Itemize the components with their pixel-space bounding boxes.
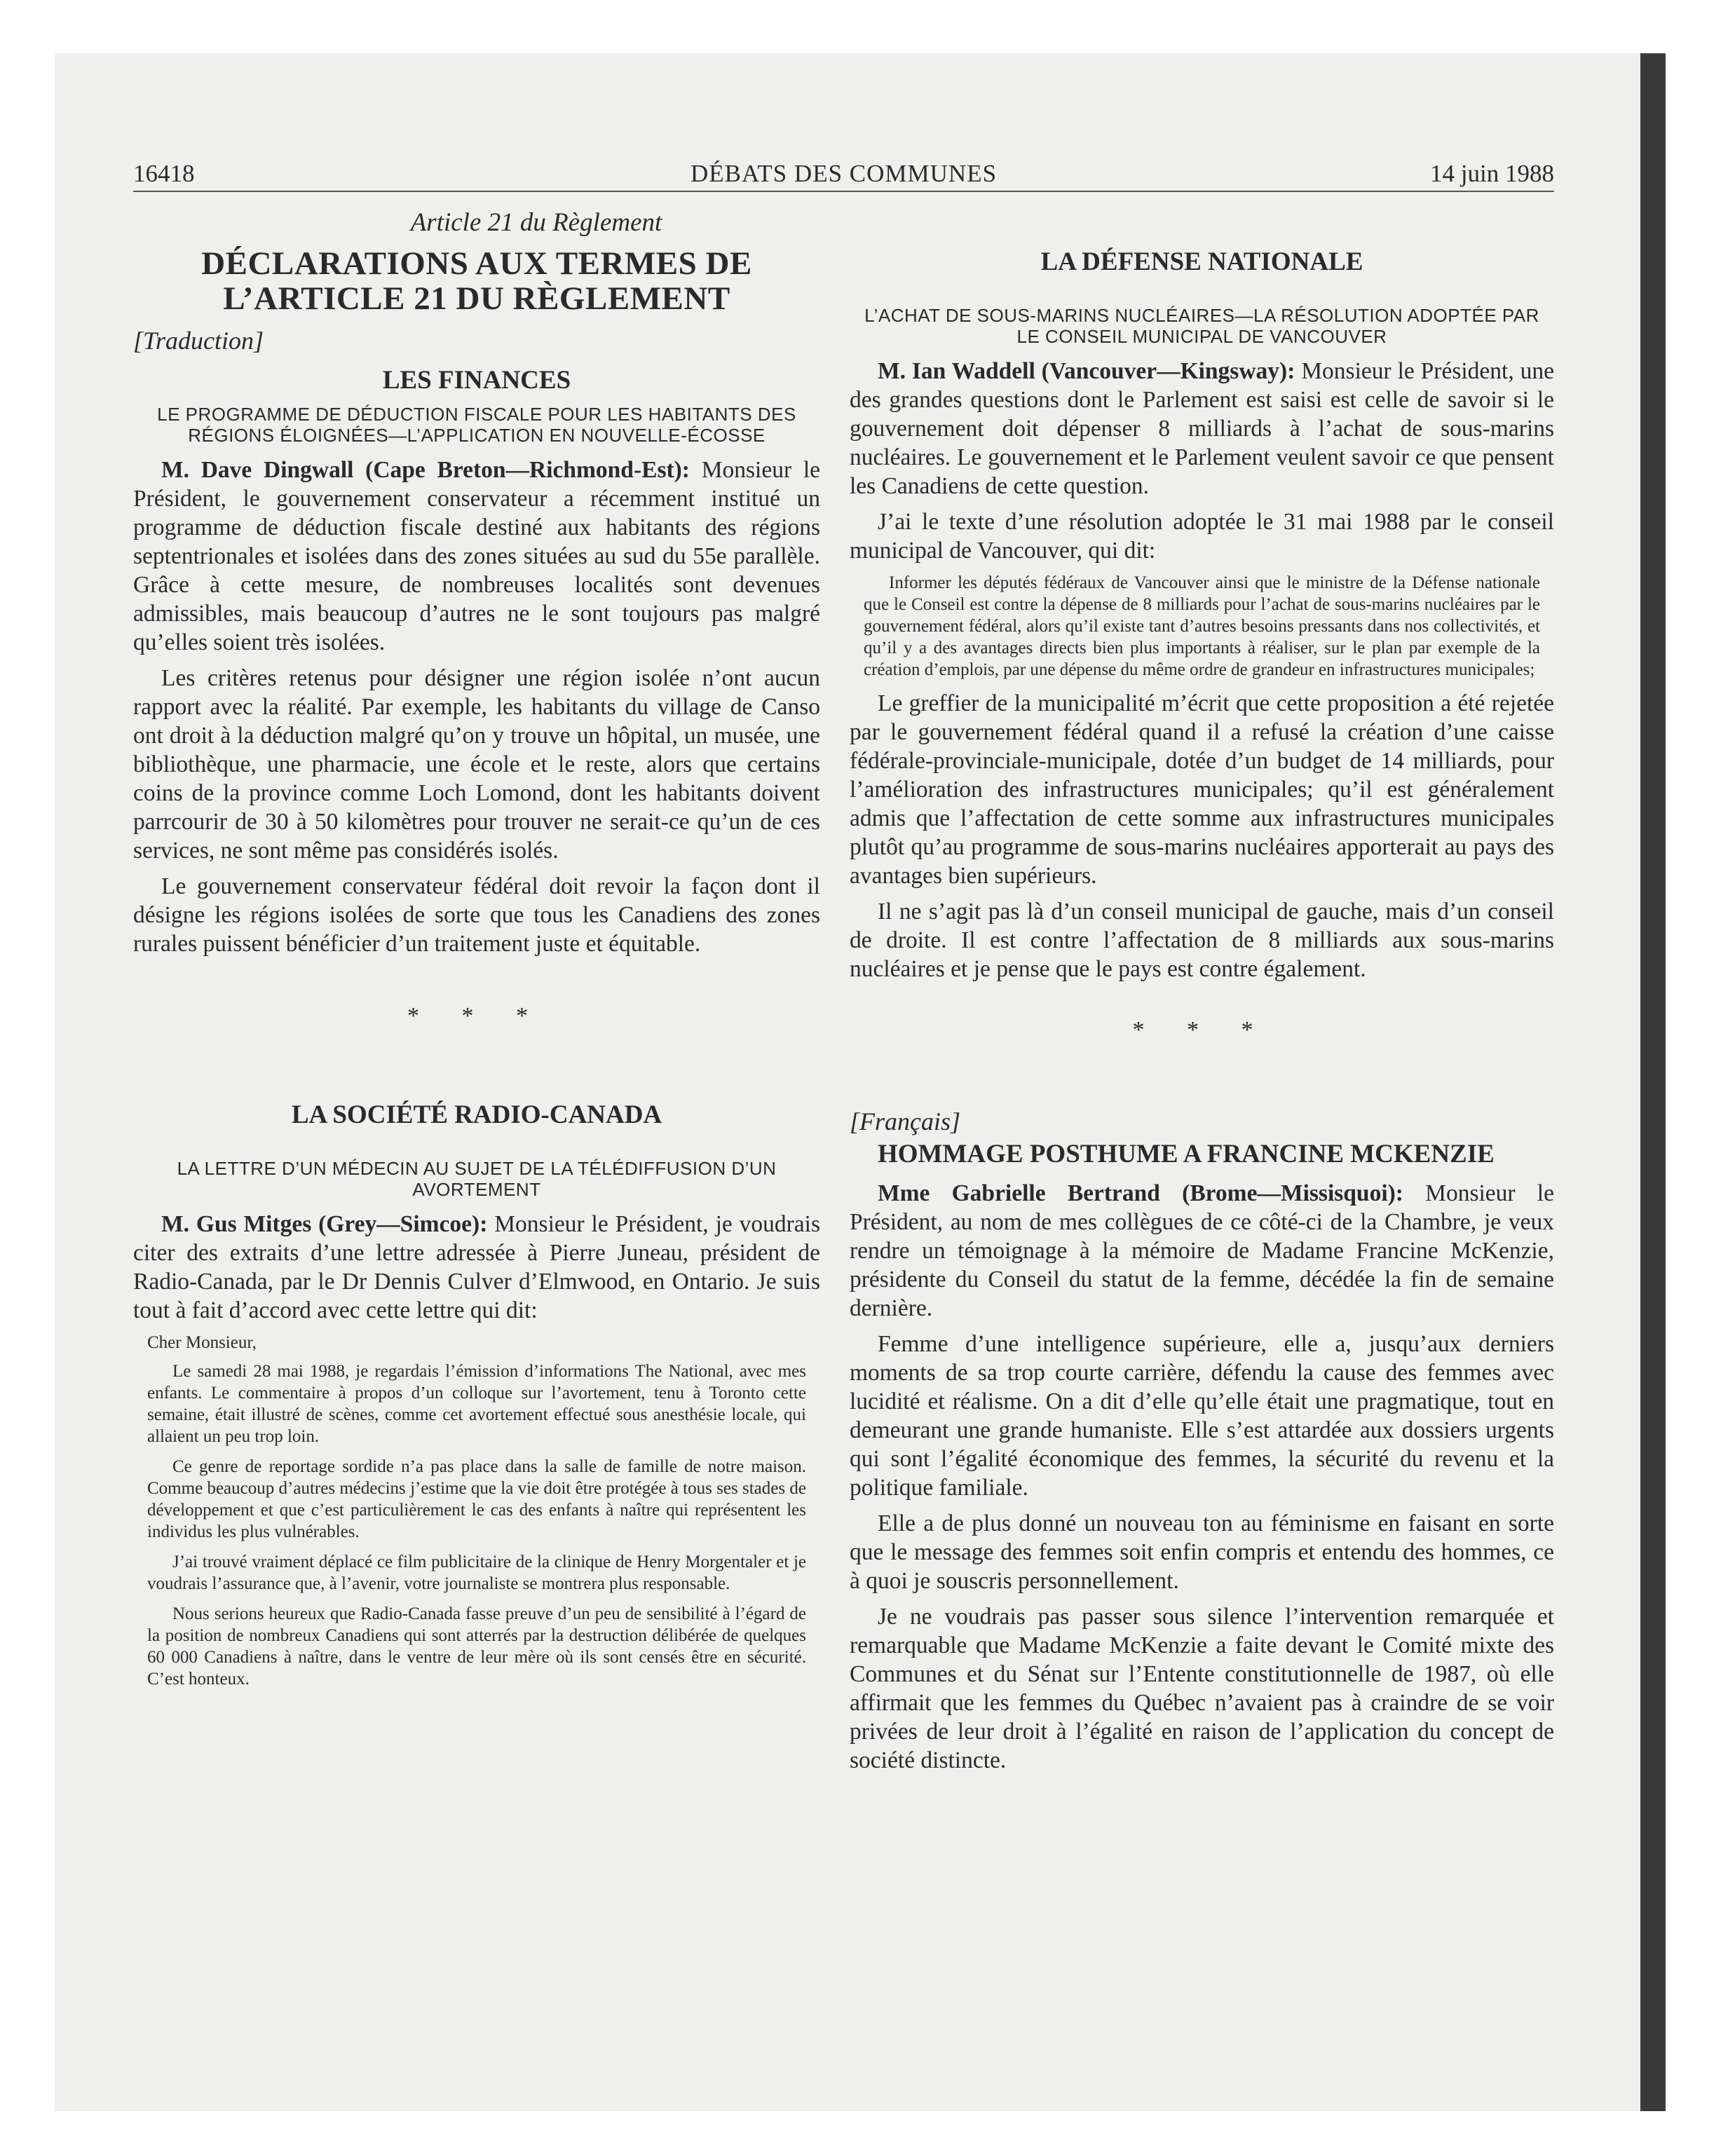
- letter-salutation: Cher Monsieur,: [147, 1333, 257, 1352]
- paragraph: J’ai le texte d’une résolution adoptée le 31 mai 1988 par le conseil municipal de Vancouver, qui dit:: [850, 509, 1554, 564]
- letter-quote: Nous serions heureux que Radio-Canada fasse preuve d’un peu de sensibilité à l’égard de la position de nombreux Canadiens qui sont atterrés par la destruction délibérée de quelques 60 000 Canadiens à naître, dans le ventre de leur mère où ils sont censés être en sécurité. C’est honteux.: [147, 1604, 806, 1688]
- main-heading-line-2: L’ARTICLE 21 DU RÈGLEMENT: [223, 280, 730, 317]
- section-heading-defense: LA DÉFENSE NATIONALE: [1040, 247, 1363, 276]
- paragraph-text: Monsieur le Président, une des grandes questions dont le Parlement est saisi est celle de savoir si le gouvernement doit dépenser 8 milliards à l’achat de sous-marins nucléaires. Le gouvernement et le Parlement veulent savoir ce que pensent les Canadiens de cette question.: [850, 358, 1554, 499]
- paragraph: Elle a de plus donné un nouveau ton au féminisme en faisant en sorte que le message des femmes soit enfin compris et entendu des hommes, ce à quoi je souscris personnellement.: [850, 1510, 1554, 1594]
- section-subheading-finances: LE PROGRAMME DE DÉDUCTION FISCALE POUR LES HABITANTS DES RÉGIONS ÉLOIGNÉES—L’APPLICATION EN NOUVELLE-ÉCOSSE: [157, 404, 796, 446]
- paragraph-text: Monsieur le Président, je voudrais citer des extraits d’une lettre adressée à Pierre Juneau, président de Radio-Canada, par le Dr Dennis Culver d’Elmwood, en Ontario. Je suis tout à fait d’accord avec cette lettre qui dit:: [133, 1211, 820, 1323]
- section-subheading-radio-canada: LA LETTRE D’UN MÉDECIN AU SUJET DE LA TÉLÉDIFFUSION D’UN AVORTEMENT: [177, 1158, 777, 1200]
- language-tag: [Français]: [850, 1107, 961, 1135]
- section-heading-hommage: HOMMAGE POSTHUME A FRANCINE MCKENZIE: [878, 1140, 1495, 1168]
- right-column: [850, 205, 1554, 1782]
- article-reference: Article 21 du Règlement: [410, 208, 662, 237]
- paragraph: [133, 1210, 820, 1325]
- paragraph: Il ne s’agit pas là d’un conseil municipal de gauche, mais d’un conseil de droite. Il est contre l’affectation de 8 milliards aux sous-marins nucléaires et je pense que le pays est contre également.: [850, 899, 1554, 982]
- paragraph-text: Monsieur le Président, le gouvernement conservateur a récemment institué un programme de déduction fiscale destiné aux habitants des régions septentrionales et isolées dans des zones situées au sud du 55e parallèle. Grâce à cette mesure, de nombreuses localités sont devenues admissibles, mais beaucoup d’autres ne le sont toujours pas malgré qu’elles soient très isolées.: [133, 457, 820, 655]
- speaker-name: Mme Gabrielle Bertrand (Brome—Missisquoi):: [878, 1180, 1403, 1206]
- section-subheading-defense: L’ACHAT DE SOUS-MARINS NUCLÉAIRES—LA RÉSOLUTION ADOPTÉE PAR LE CONSEIL MUNICIPAL DE VANCOUVER: [864, 305, 1539, 347]
- section-heading-finances: LES FINANCES: [382, 366, 571, 395]
- paragraph: [850, 1179, 1554, 1323]
- publication-date: 14 juin 1988: [1430, 160, 1554, 187]
- paragraph: [133, 456, 820, 657]
- paragraph: Femme d’une intelligence supérieure, elle a, jusqu’aux derniers moments de sa trop courte carrière, défendu la cause des femmes avec lucidité et réalisme. On a dit d’elle qu’elle était une pragmatique, tout en demeurant une grande humaniste. Elle s’est attardée aux dossiers urgents qui sont l’égalité économique des femmes, la sécurité du revenu et la politique familiale.: [850, 1331, 1554, 1501]
- translation-tag: [Traduction]: [133, 327, 264, 355]
- speaker-name: M. Gus Mitges (Grey—Simcoe):: [161, 1211, 488, 1237]
- paragraph: Le gouvernement conservateur fédéral doit revoir la façon dont il désigne les régions isolées de sorte que tous les Canadiens des zones rurales puissent bénéficier d’un traitement juste et équitable.: [133, 873, 820, 957]
- speaker-name: M. Ian Waddell (Vancouver—Kingsway):: [878, 358, 1295, 384]
- scan-edge: [1640, 53, 1666, 2111]
- section-separator: * * *: [407, 1003, 546, 1029]
- page-header: [133, 160, 1554, 192]
- section-separator: * * *: [1132, 1017, 1272, 1043]
- paragraph: Je ne voudrais pas passer sous silence l’intervention remarquée et remarquable que Madame McKenzie a faite devant le Comité mixte des Communes et du Sénat sur l’Entente constitutionnelle de 1987, où elle affirmait que les femmes du Québec n’avaient pas à craindre de se voir privées de leur droit à l’égalité en raison de l’application du concept de société distincte.: [850, 1604, 1554, 1773]
- paragraph: Le greffier de la municipalité m’écrit que cette proposition a été rejetée par le gouvernement fédéral quand il a refusé la création d’une caisse fédérale-provinciale-municipale, dotée d’un budget de 14 milliards, pour l’amélioration des infrastructures municipales; qu’il est généralement admis que l’affectation de cette somme aux infrastructures municipales plutôt qu’au programme de sous-marins nucléaires apporterait au pays des avantages bien supérieurs.: [850, 690, 1554, 889]
- paragraph-text: Monsieur le Président, au nom de mes collègues de ce côté-ci de la Chambre, je veux rendre un témoignage à la mémoire de Madame Francine McKenzie, présidente du Conseil du statut de la femme, décédée la fin de semaine dernière.: [850, 1180, 1554, 1321]
- speaker-name: M. Dave Dingwall (Cape Breton—Richmond-Est):: [161, 457, 690, 483]
- section-heading-radio-canada: LA SOCIÉTÉ RADIO-CANADA: [291, 1100, 662, 1129]
- publication-title: DÉBATS DES COMMUNES: [690, 160, 998, 187]
- main-heading-line-1: DÉCLARATIONS AUX TERMES DE: [201, 245, 752, 282]
- left-column: [133, 205, 820, 1698]
- letter-quote: Ce genre de reportage sordide n’a pas place dans la salle de famille de notre maison. Comme beaucoup d’autres médecins j’estime que la vie doit être protégée à tous ses stades de développement et que c’est particulièrement le cas des enfants à naître qui représentent les individus les plus vulnérables.: [147, 1457, 806, 1541]
- letter-quote: Le samedi 28 mai 1988, je regardais l’émission d’informations The National, avec mes enfants. Le commentaire à propos d’un colloque sur l’avortement, tenu à Toronto cette semaine, était illustré de scènes, comme cet avortement effectué sous anesthésie locale, qui allaient un peu trop loin.: [147, 1362, 806, 1446]
- letter-quote: J’ai trouvé vraiment déplacé ce film publicitaire de la clinique de Henry Morgentaler et je voudrais l’assurance que, à l’avenir, votre journaliste se montrera plus responsable.: [147, 1553, 806, 1593]
- resolution-quote: Informer les députés fédéraux de Vancouver ainsi que le ministre de la Défense nationale que le Conseil est contre la dépense de 8 milliards pour l’achat de sous-marins nucléaires par le gouvernement fédéral, alors qu’il existe tant d’autres besoins pressants dans nos collectivités, et qu’il y a des avantages directs bien plus importants à réaliser, sur le plan par exemple de la création d’emplois, par une dépense du même ordre de grandeur en infrastructures municipales;: [864, 573, 1540, 679]
- main-heading: [133, 246, 820, 316]
- paragraph: Les critères retenus pour désigner une région isolée n’ont aucun rapport avec la réalité. Par exemple, les habitants du village de Canso ont droit à la déduction malgré qu’on y trouve un hôpital, un musée, une bibliothèque, une pharmacie, une école et le reste, alors que certains coins de la province comme Loch Lomond, dont les habitants doivent parrcourir de 30 à 50 kilomètres pour trouver ne serait-ce qu’un de ces services, ne sont même pas considérés isolés.: [133, 665, 820, 864]
- page-number: 16418: [133, 160, 195, 187]
- paragraph: [850, 357, 1554, 500]
